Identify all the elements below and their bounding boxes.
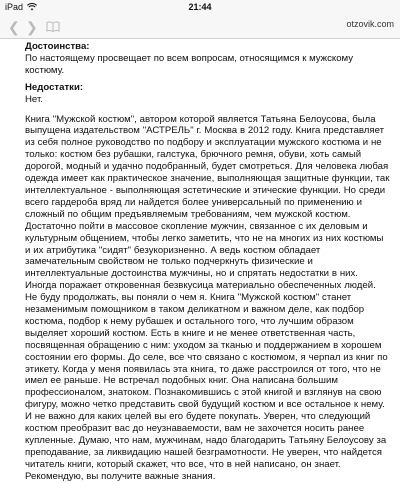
advantages-title: Достоинства: — [25, 41, 90, 52]
advantages-text: По настоящему просвещает по всем вопросам, относящимся к мужскому костюму. — [25, 52, 354, 76]
carrier-label: iPad — [5, 2, 24, 12]
status-bar — [0, 0, 400, 16]
browser-toolbar — [0, 16, 400, 39]
back-icon[interactable]: ❮ — [8, 19, 20, 35]
bookmarks-icon[interactable] — [46, 21, 60, 32]
url-field[interactable]: otzovik.com — [346, 19, 394, 29]
disadvantages-title: Недостатки: — [25, 81, 84, 93]
clock: 21:44 — [188, 2, 212, 12]
review-body: Книга "Мужской костюм", автором которой является Татьяна Белоусова, была выпущена издательством "АСТРЕЛЬ" г. Москва в 2012 году. Книга представляет из себя полное руководство по подбору и эксплуатации мужского костюма и не только: костюм без рубашки, галстука, брючного ремня, обуви, хоть самый дорогой, модный и удачно подобранный, будет смотреться. Для человека любая одежда имеет как практическое значение, выполняющая защитные функции, так интеллектуальное - выполняющая эстетические и этические функции. Но среди всего гардероба вряд ли найдется более универсальный по применению и сложный по общим предъявляемым требованиям, чем мужской костюм. Достаточно пойти в массовое скопление мужчин, связанное с их деловым и культурным общением, чтобы легко заметить, что не на многих из них костюмы и их атрибутика "сидят" безукоризненно. А ведь костюм обладает замечательным свойством не только подчеркнуть физические и интеллектуальные достоинства мужчины, но и спрятать недостатки в них. Иногда поражает откровенная безвкусица материально обеспеченных людей. Не буду продолжать, вы поняли о чем я. Книга "Мужской костюм" станет незаменимым помощником в таком деликатном и важном деле, как подбор костюма, подбор к нему рубашек и остального того, что лучшим образом выделяет хороший костюм. Есть в книге и не менее ответственная часть, посвященная обращению с ним: уходом за тканью и поддержанием в хорошем состоянии его формы. До селе, все что связано с костюмом, я черпал из книг по этикету. Когда у меня появилась эта книга, то даже расстроился от того, что не имел ее раньше. Не встречал подобных книг. Она написана большим профессионалом, знатоком. Познакомившись с этой книгой и взглянув на свою фигуру, можно четко представить свой будущий костюм и все остальное к нему. И не важно для каких целей вы его будете покупать. Уверен, что следующий костюм преобразит вас до неузнаваемости, вам не захочется носить ранее купленные. Думаю, что нам, мужчинам, надо благодарить Татьяну Белоусову за преподавание, за ликвидацию нашей безграмотности. Не уверен, что найдется читатель книги, который скажет, что все, что в ней написано, он знает. Рекомендую, вы получите важные знания. — [25, 113, 390, 482]
review-content — [0, 41, 400, 483]
disadvantages-text: Нет. — [25, 93, 43, 105]
forward-icon[interactable]: ❯ — [26, 19, 38, 35]
